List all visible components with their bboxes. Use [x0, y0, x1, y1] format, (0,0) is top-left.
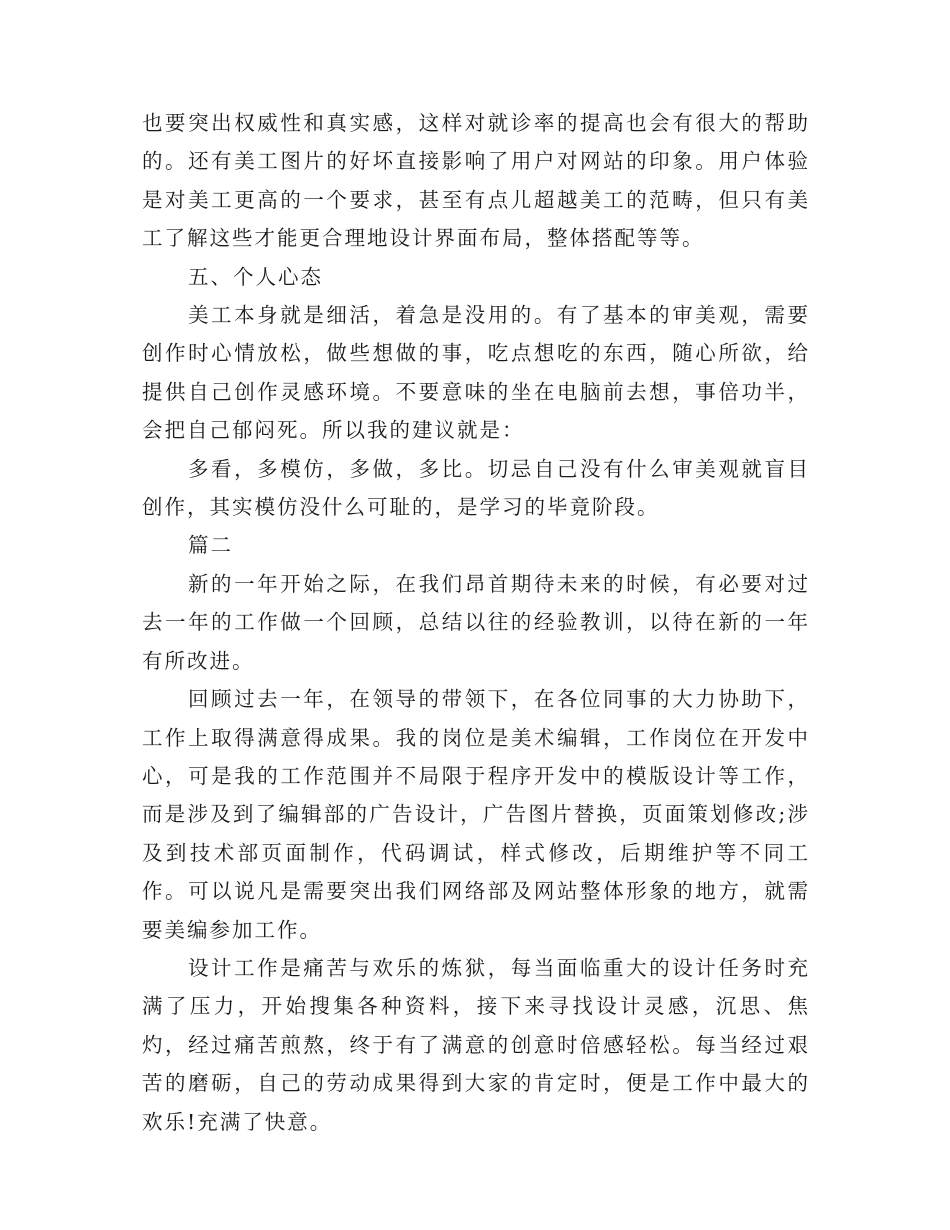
paragraph: 多看，多模仿，多做，多比。切忌自己没有什么审美观就盲目创作，其实模仿没什么可耻的，是学习的毕竟阶段。: [142, 456, 810, 520]
paragraph: 也要突出权威性和真实感，这样对就诊率的提高也会有很大的帮助的。还有美工图片的好坏直接影响了用户对网站的印象。用户体验是对美工更高的一个要求，甚至有点儿超越美工的范畴，但只有美工了解这些才能更合理地设计界面布局，整体搭配等等。: [142, 111, 810, 251]
paragraph: 设计工作是痛苦与欢乐的炼狱，每当面临重大的设计任务时充满了压力，开始搜集各种资料，接下来寻找设计灵感，沉思、焦灼，经过痛苦煎熬，终于有了满意的创意时倍感轻松。每当经过艰苦的磨砺，自己的劳动成果得到大家的肯定时，便是工作中最大的欢乐!充满了快意。: [142, 955, 810, 1134]
paragraph: 美工本身就是细活，着急是没用的。有了基本的审美观，需要创作时心情放松，做些想做的事，吃点想吃的东西，随心所欲，给提供自己创作灵感环境。不要意味的坐在电脑前去想，事倍功半，会把自己郁闷死。所以我的建议就是：: [142, 303, 810, 443]
paragraph: 回顾过去一年，在领导的带领下，在各位同事的大力协助下，工作上取得满意得成果。我的岗位是美术编辑，工作岗位在开发中心，可是我的工作范围并不局限于程序开发中的模版设计等工作，而是涉及到了编辑部的广告设计，广告图片替换，页面策划修改;涉及到技术部页面制作，代码调试，样式修改，后期维护等不同工作。可以说凡是需要突出我们网络部及网站整体形象的地方，就需要美编参加工作。: [142, 687, 810, 942]
section-heading: 篇二: [188, 533, 233, 558]
document-body: [142, 104, 810, 1141]
paragraph: 新的一年开始之际，在我们昂首期待未来的时候，有必要对过去一年的工作做一个回顾，总结以往的经验教训，以待在新的一年有所改进。: [142, 571, 810, 673]
section-heading: 五、个人心态: [188, 264, 323, 289]
